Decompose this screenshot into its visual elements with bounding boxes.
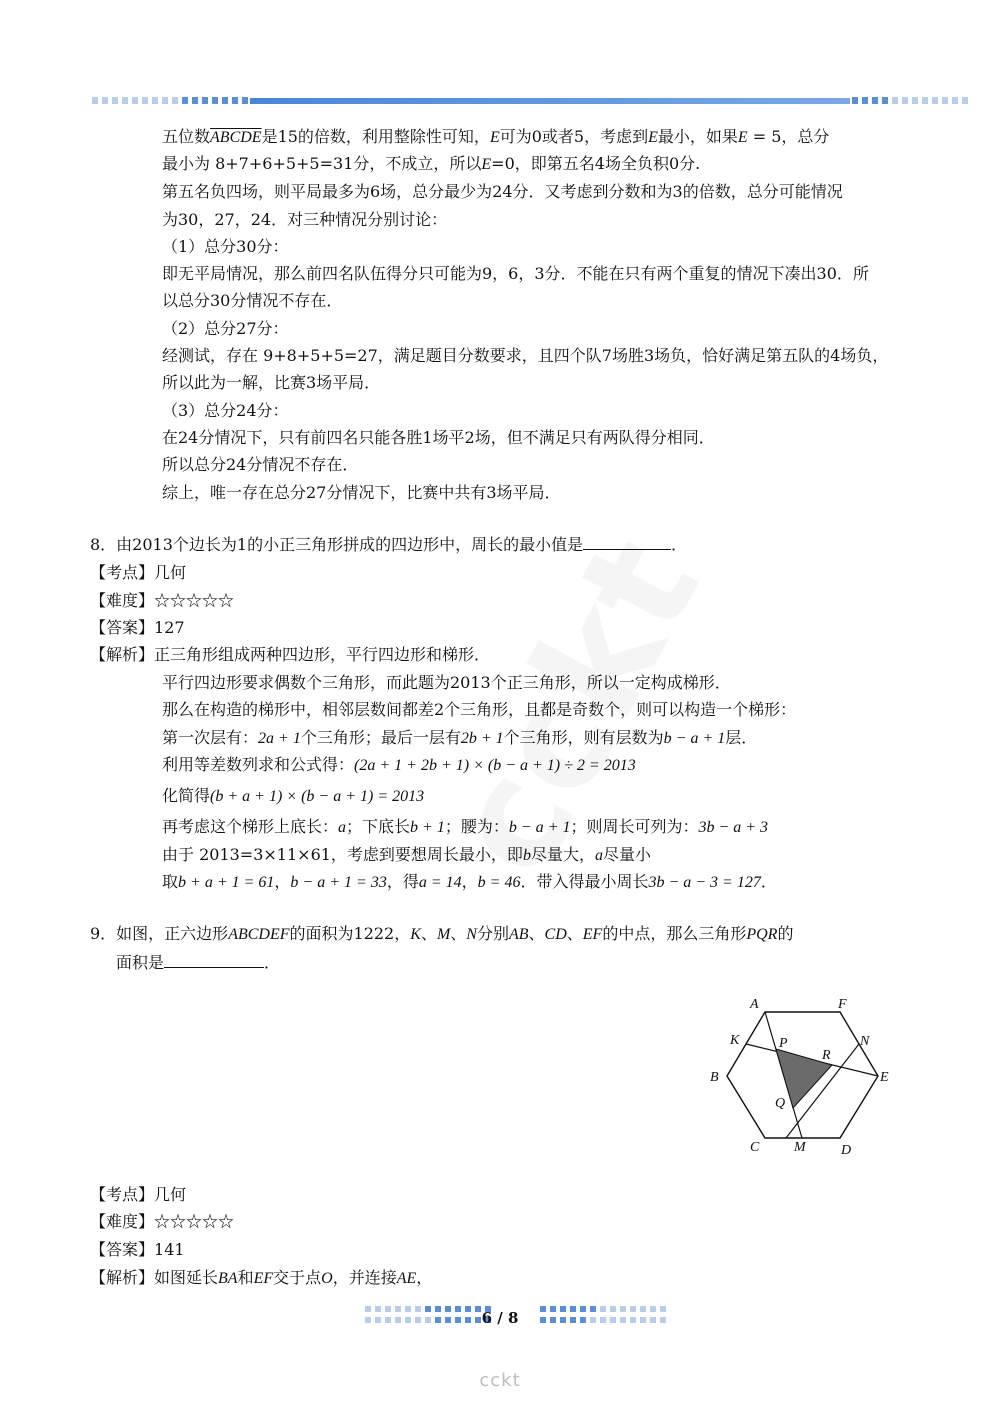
difficulty-stars: ☆☆☆☆☆ xyxy=(154,1212,235,1231)
answer-blank xyxy=(164,953,264,968)
prev-line-3: 第五名负四场，则平局最多为6场，总分最少为24分．又考虑到分数和为3的倍数，总分可能情况 xyxy=(162,182,843,201)
hexagon-diagram xyxy=(700,990,900,1165)
q8-stem: 8．由2013个边长为1的小正三角形拼成的四边形中，周长的最小值是 ． xyxy=(90,535,688,554)
q9-stem-2: 面积是 ． xyxy=(116,953,281,972)
case2-line-1: 经测试，存在 9+8+5+5=27，满足题目分数要求，且四个队7场胜3场负，恰好满足第五队的4场负， xyxy=(162,346,889,365)
q8-nandu: 【难度】☆☆☆☆☆ xyxy=(90,591,235,610)
case2-line-2: 所以此为一解，比赛3场平局． xyxy=(162,373,381,392)
case3-line-2: 所以总分24分情况不存在． xyxy=(162,455,359,474)
label-k: K xyxy=(730,1033,740,1048)
q8-step-4: 第一次层有：2a + 1个三角形；最后一层有2b + 1个三角形，则有层数为b − a + 1层． xyxy=(162,728,758,747)
case2-title: （2）总分27分： xyxy=(162,319,289,338)
q8-jiexi: 【解析】正三角形组成两种四边形，平行四边形和梯形． xyxy=(90,645,491,664)
q8-step-3: 那么在构造的梯形中，相邻层数间都差2个三角形，且都是奇数个，则可以构造一个梯形： xyxy=(162,700,797,719)
label-m: M xyxy=(794,1140,806,1155)
prev-line-4: 为30，27，24．对三种情况分别讨论： xyxy=(162,210,448,229)
q8-kaodian: 【考点】几何 xyxy=(90,563,187,582)
label-e: E xyxy=(880,1070,889,1085)
q9-stem: 9．如图，正六边形ABCDEF的面积为1222，K、M、N分别AB、CD、EF的中点，那么三角形PQR的 xyxy=(90,924,794,943)
footer-watermark: cckt xyxy=(479,1370,521,1391)
q8-step-8: 由于 2013=3×11×61，考虑到要想周长最小，即b尽量大，a尽量小 xyxy=(162,845,651,864)
q8-step-9: 取b + a + 1 = 61，b − a + 1 = 33，得a = 14，b = 46．带入得最小周长3b − a − 3 = 127． xyxy=(162,872,777,891)
case3-title: （3）总分24分： xyxy=(162,401,289,420)
label-c: C xyxy=(750,1140,760,1155)
conclusion: 综上，唯一存在总分27分情况下，比赛中共有3场平局． xyxy=(162,483,561,502)
label-r: R xyxy=(822,1048,831,1063)
q9-nandu: 【难度】☆☆☆☆☆ xyxy=(90,1212,235,1231)
label-f: F xyxy=(838,997,847,1012)
header-band xyxy=(0,97,1000,105)
q8-step-6: 化简得(b + a + 1) × (b − a + 1) = 2013 xyxy=(162,786,425,805)
q8-step-7: 再考虑这个梯形上底长：a；下底长b + 1；腰为：b − a + 1；则周长可列为：3b − a + 3 xyxy=(162,817,769,836)
label-a: A xyxy=(750,997,759,1012)
prev-line-2: 最小为 8+7+6+5+5=31分，不成立，所以E=0，即第五名4场全负积0分. xyxy=(162,154,701,173)
label-d: D xyxy=(841,1143,852,1158)
page-number: 6 / 8 xyxy=(481,1309,519,1327)
q9-jiexi: 【解析】如图延长BA和EF交于点O，并连接AE， xyxy=(90,1268,433,1287)
prev-line-1: 五位数ABCDE是15的倍数，利用整除性可知，E可为0或者5，考虑到E最小，如果E = 5，总分 xyxy=(162,127,830,146)
difficulty-stars: ☆☆☆☆☆ xyxy=(154,591,235,610)
label-p: P xyxy=(779,1036,788,1051)
label-n: N xyxy=(860,1034,870,1049)
hexagon-figure xyxy=(700,990,900,1165)
q8-step-2: 平行四边形要求偶数个三角形，而此题为2013个正三角形，所以一定构成梯形． xyxy=(162,673,731,692)
label-b: B xyxy=(710,1070,719,1085)
q9-daan: 【答案】141 xyxy=(90,1240,185,1259)
q8-step-5: 利用等差数列求和公式得：(2a + 1 + 2b + 1) × (b − a + 1) ÷ 2 = 2013 xyxy=(162,755,636,774)
label-q: Q xyxy=(775,1096,786,1111)
case3-line-1: 在24分情况下，只有前四名只能各胜1场平2场，但不满足只有两队得分相同． xyxy=(162,428,715,447)
case1-line-2: 以总分30分情况不存在． xyxy=(162,291,343,310)
q8-daan: 【答案】127 xyxy=(90,618,185,637)
case1-line-1: 即无平局情况，那么前四名队伍得分只可能为9，6，3分．不能在只有两个重复的情况下凑出30．所 xyxy=(162,264,869,283)
case1-title: （1）总分30分： xyxy=(162,237,289,256)
q9-kaodian: 【考点】几何 xyxy=(90,1185,187,1204)
answer-blank xyxy=(583,535,671,550)
